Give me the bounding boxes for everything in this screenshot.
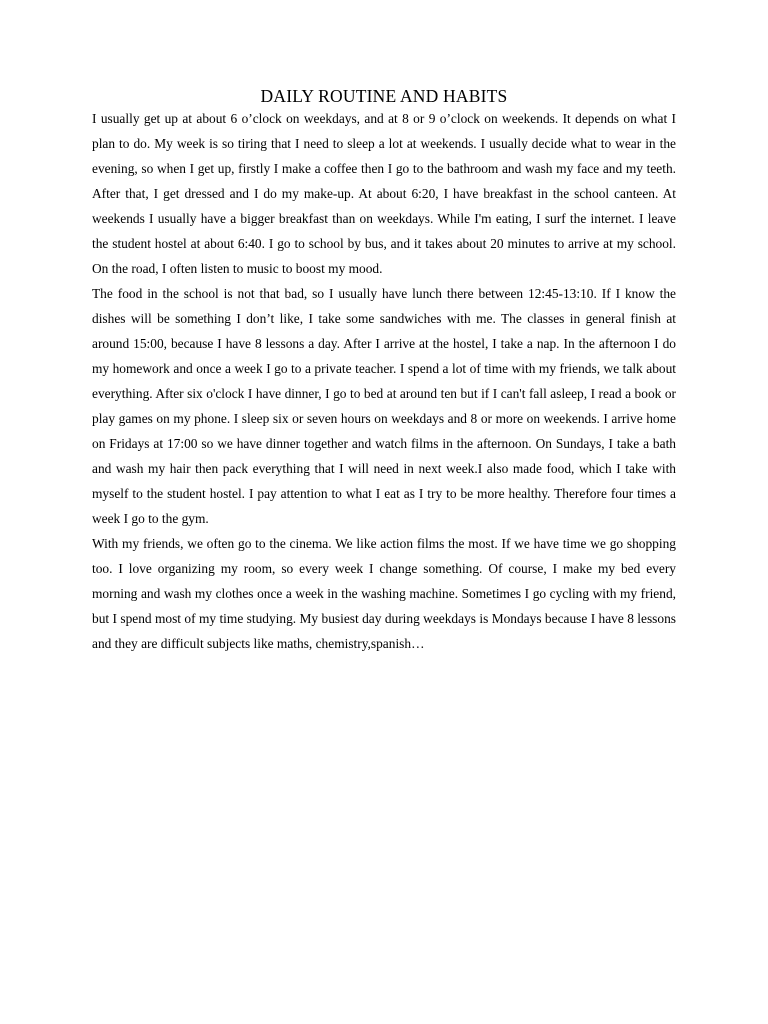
document-body <box>92 106 676 656</box>
document-title: DAILY ROUTINE AND HABITS <box>260 86 508 106</box>
paragraph-morning-routine: I usually get up at about 6 o’clock on weekdays, and at 8 or 9 o’clock on weekends. It depends on what I plan to do. My week is so tiring that I need to sleep a lot at weekends. I usually decide what to wear in the evening, so when I get up, firstly I make a coffee then I go to the bathroom and wash my face and my teeth. After that, I get dressed and I do my make-up. At about 6:20, I have breakfast in the school canteen. At weekends I usually have a bigger breakfast than on weekdays. While I'm eating, I surf the internet. I leave the student hostel at about 6:40. I go to school by bus, and it takes about 20 minutes to arrive at my school. On the road, I often listen to music to boost my mood. <box>92 111 676 276</box>
paragraph-free-time: With my friends, we often go to the cinema. We like action films the most. If we have time we go shopping too. I love organizing my room, so every week I change something. Of course, I make my bed every morning and wash my clothes once a week in the washing machine. Sometimes I go cycling with my friend, but I spend most of my time studying. My busiest day during weekdays is Mondays because I have 8 lessons and they are difficult subjects like maths, chemistry,spanish… <box>92 536 676 651</box>
paragraph-school-and-evening: The food in the school is not that bad, so I usually have lunch there between 12:45-13:10. If I know the dishes will be something I don’t like, I take some sandwiches with me. The classes in general finish at around 15:00, because I have 8 lessons a day. After I arrive at the hostel, I take a nap. In the afternoon I do my homework and once a week I go to a private teacher. I spend a lot of time with my friends, we talk about everything. After six o'clock I have dinner, I go to bed at around ten but if I can't fall asleep, I read a book or play games on my phone. I sleep six or seven hours on weekdays and 8 or more on weekends. I arrive home on Fridays at 17:00 so we have dinner together and watch films in the afternoon. On Sundays, I take a bath and wash my hair then pack everything that I will need in next week.I also made food, which I take with myself to the student hostel. I pay attention to what I eat as I try to be more healthy. Therefore four times a week I go to the gym. <box>92 286 676 526</box>
